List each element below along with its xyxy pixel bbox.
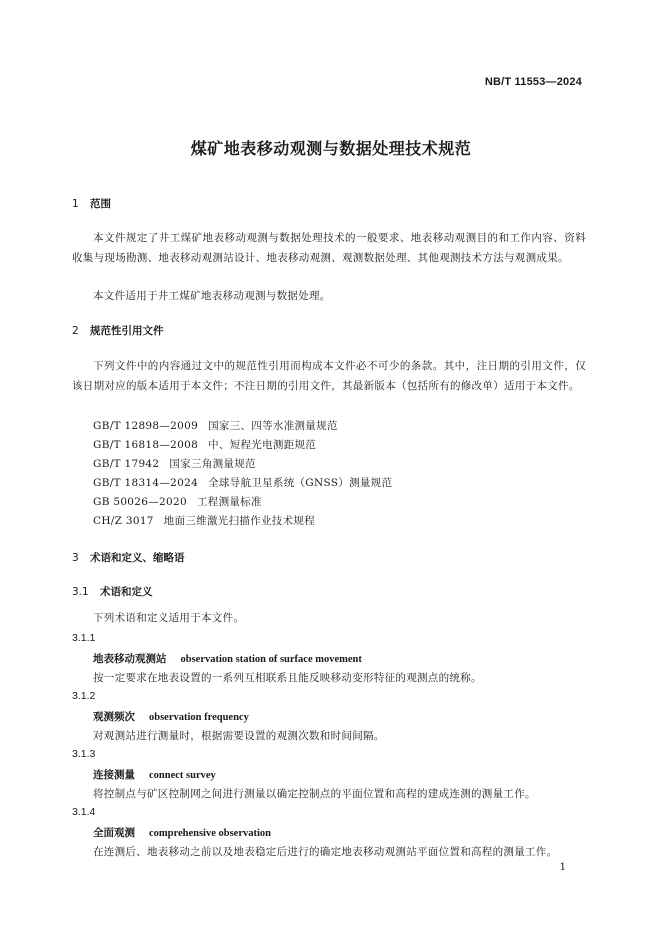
normative-references-paragraph: 下列文件中的内容通过文中的规范性引用而构成本文件必不可少的条款。其中，注日期的引用文件，仅该日期对应的版本适用于本文件；不注日期的引用文件，其最新版本（包括所有的修改单）适用于本文件。 bbox=[72, 360, 586, 392]
section-number: 3.1 bbox=[72, 586, 89, 598]
term-number: 3.1.2 bbox=[72, 690, 96, 702]
reference-code: GB/T 12898—2009 bbox=[93, 420, 199, 432]
subsection-3-1-heading bbox=[72, 584, 153, 599]
section-title: 范围 bbox=[90, 198, 111, 210]
reference-name: 国家三角测量规范 bbox=[169, 458, 256, 470]
term-en: comprehensive observation bbox=[149, 828, 272, 839]
term-heading bbox=[93, 709, 249, 724]
reference-item bbox=[93, 494, 262, 509]
reference-item bbox=[93, 418, 338, 433]
term-zh: 连接测量 bbox=[93, 769, 135, 781]
term-en: connect survey bbox=[149, 770, 216, 781]
reference-name: 国家三、四等水准测量规范 bbox=[208, 420, 338, 432]
term-definition: 将控制点与矿区控制网之间进行测量以确定控制点的平面位置和高程的建成连测的测量工作。 bbox=[93, 788, 536, 800]
term-heading bbox=[93, 651, 362, 666]
reference-item bbox=[93, 456, 256, 471]
term-zh: 观测频次 bbox=[93, 711, 135, 723]
term-number: 3.1.4 bbox=[72, 806, 96, 818]
reference-code: CH/Z 3017 bbox=[93, 515, 154, 527]
term-heading bbox=[93, 767, 216, 782]
reference-name: 全球导航卫星系统（GNSS）测量规范 bbox=[208, 477, 393, 489]
terms-intro-paragraph: 下列术语和定义适用于本文件。 bbox=[93, 612, 245, 624]
section-number: 2 bbox=[72, 325, 79, 337]
section-2-heading bbox=[72, 323, 164, 338]
reference-code: GB 50026—2020 bbox=[93, 496, 187, 508]
reference-item bbox=[93, 475, 392, 490]
term-en: observation station of surface movement bbox=[180, 654, 362, 665]
scope-paragraph-2: 本文件适用于井工煤矿地表移动观测与数据处理。 bbox=[93, 290, 331, 302]
term-en: observation frequency bbox=[149, 712, 249, 723]
scope-paragraph-1: 本文件规定了井工煤矿地表移动观测与数据处理技术的一般要求、地表移动观测目的和工作内容、资料收集与现场勘测、地表移动观测站设计、地表移动观测、观测数据处理、其他观测技术方法与观测成果。 bbox=[72, 232, 586, 264]
section-title: 规范性引用文件 bbox=[90, 325, 164, 337]
term-zh: 地表移动观测站 bbox=[93, 653, 167, 665]
term-definition: 按一定要求在地表设置的一系列互相联系且能反映移动变形特征的观测点的统称。 bbox=[93, 672, 482, 684]
reference-name: 地面三维激光扫描作业技术规程 bbox=[163, 515, 315, 527]
term-heading bbox=[93, 825, 271, 840]
term-definition: 对观测站进行测量时，根据需要设置的观测次数和时间间隔。 bbox=[93, 730, 385, 742]
reference-code: GB/T 16818—2008 bbox=[93, 439, 199, 451]
term-definition: 在连测后、地表移动之前以及地表稳定后进行的确定地表移动观测站平面位置和高程的测量工作。 bbox=[93, 846, 558, 858]
page-number: 1 bbox=[559, 862, 566, 873]
term-number: 3.1.3 bbox=[72, 748, 96, 760]
section-3-heading bbox=[72, 550, 185, 565]
reference-code: GB/T 17942 bbox=[93, 458, 160, 470]
section-number: 3 bbox=[72, 552, 79, 564]
term-number: 3.1.1 bbox=[72, 632, 96, 644]
section-1-heading bbox=[72, 196, 111, 211]
section-number: 1 bbox=[72, 198, 79, 210]
reference-name: 中、短程光电测距规范 bbox=[208, 439, 317, 451]
section-title: 术语和定义、缩略语 bbox=[90, 552, 185, 564]
term-zh: 全面观测 bbox=[93, 827, 135, 839]
reference-name: 工程测量标准 bbox=[196, 496, 262, 508]
reference-item bbox=[93, 437, 316, 452]
reference-item bbox=[93, 513, 315, 528]
section-title: 术语和定义 bbox=[100, 586, 153, 598]
document-number: NB/T 11553—2024 bbox=[484, 76, 582, 88]
reference-code: GB/T 18314—2024 bbox=[93, 477, 199, 489]
page-title: 煤矿地表移动观测与数据处理技术规范 bbox=[190, 139, 472, 158]
